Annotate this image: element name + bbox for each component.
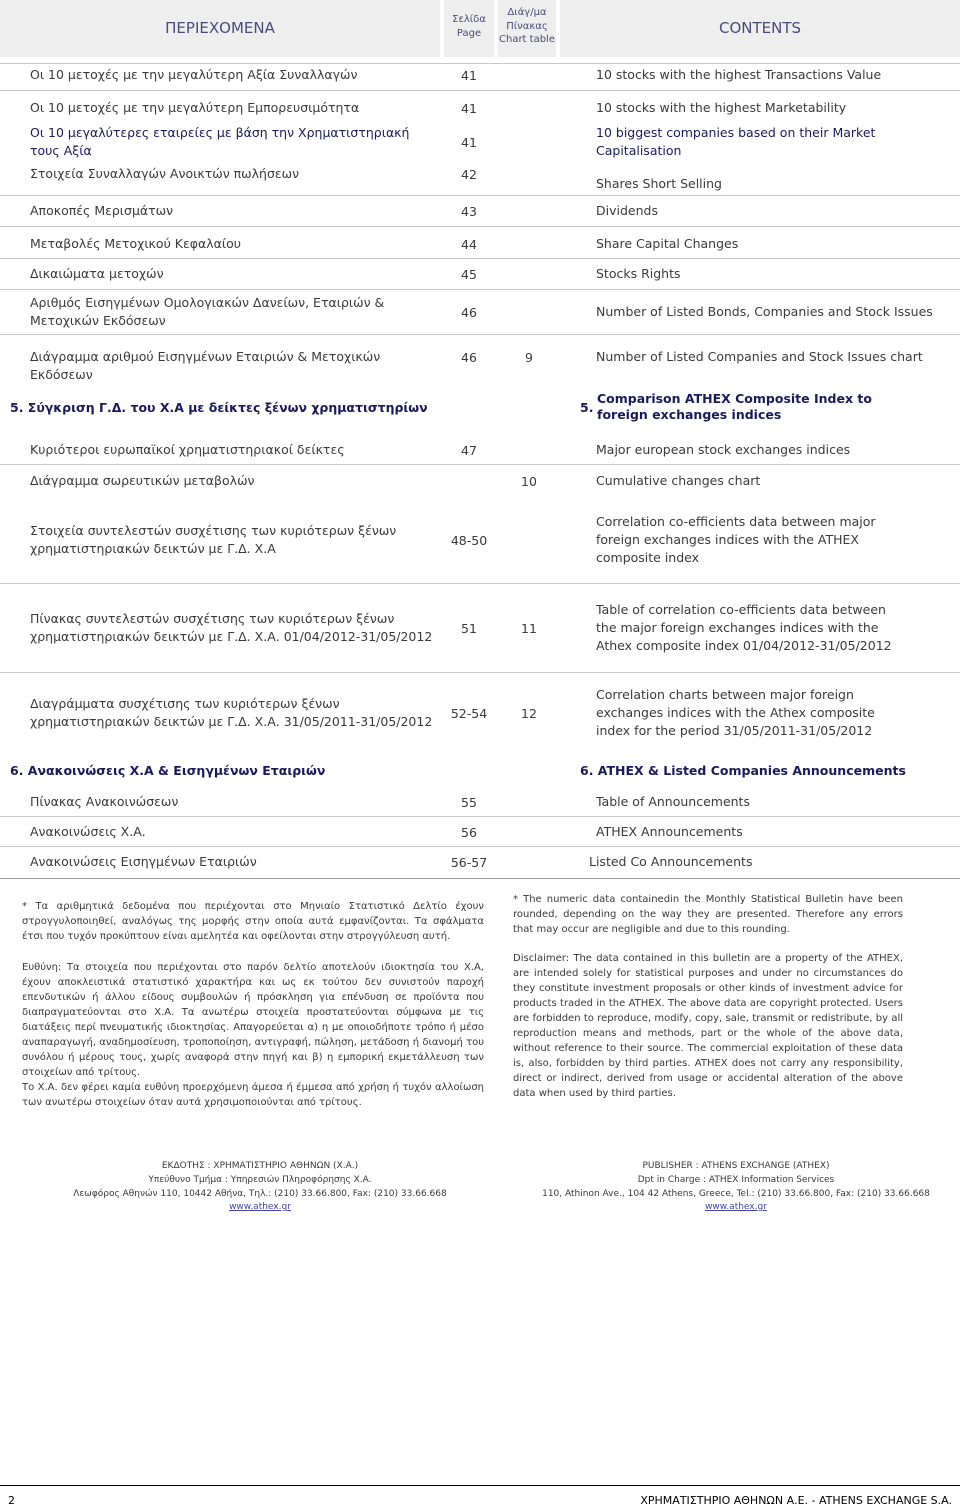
row-gr: Πίνακας Ανακοινώσεων bbox=[30, 794, 179, 809]
row-en: Share Capital Changes bbox=[596, 236, 739, 251]
page-column-header-en: Page bbox=[456, 28, 482, 39]
row-gr: Διαγράμματα συσχέτισης των κυριότερων ξένων χρηματιστηριακών δεικτών με Γ.Δ. Χ.Α. 31/05/2011-31/05/2012 bbox=[30, 696, 433, 729]
english-rounding-note: * The numeric data containedin the Monthly Statistical Bulletin have been rounded, depending on the way they are presented. Therefore any errors that may occur are negligible and due to this rounding. bbox=[513, 894, 903, 935]
row-page: 47 bbox=[461, 443, 477, 458]
row-en: 10 stocks with the highest Transactions Value bbox=[596, 67, 882, 82]
row-page: 46 bbox=[461, 305, 477, 320]
row-gr: Στοιχεία συντελεστών συσχέτισης των κυριότερων ξένων χρηματιστηριακών δεικτών με Γ.Δ. Χ.Α bbox=[30, 523, 397, 556]
row-gr: Αποκοπές Μερισμάτων bbox=[30, 203, 174, 218]
row-en: Table of Announcements bbox=[596, 794, 750, 809]
page-column-header-gr: Σελίδα bbox=[452, 14, 486, 25]
row-en: 10 biggest companies based on their Market Capitalisation bbox=[596, 125, 876, 158]
row-page: 41 bbox=[461, 135, 477, 150]
website-link-gr[interactable]: www.athex.gr bbox=[229, 1202, 291, 1212]
department-gr: Υπεύθυνο Τμήμα : Υπηρεσιών Πληροφόρησης Χ.Α. bbox=[148, 1175, 372, 1185]
english-disclaimer: Disclaimer: The data contained in this bulletin are a property of the ATHEX, are intended solely for statistical purposes and under no circumstances do they constitute investment proposals or other kinds of investment advice for products traded in the ATHEX. The above data are copyright protected. Users are forbidden to reproduce, modify, copy, sale, transmit or redistribute, by all reproduction means and methods, part or the whole of the above data, without reference to their source. The commercial exploitation of these data is, also, forbidden by third parties. ATHEX does not carry any responsibility, direct or indirect, derived from usage or accidental alteration of the above data when used by third parties. bbox=[513, 953, 903, 1099]
row-gr: Διάγραμμα σωρευτικών μεταβολών bbox=[30, 473, 255, 488]
row-en: Table of correlation co-efficients data between the major foreign exchanges indices with the Athex composite index 01/04/2012-31/05/2012 bbox=[596, 602, 892, 653]
row-page: 41 bbox=[461, 101, 477, 116]
row-gr: Ανακοινώσεις Χ.Α. bbox=[30, 824, 146, 839]
chart-column-header-en: Chart table bbox=[499, 34, 555, 45]
row-separator bbox=[0, 816, 960, 817]
bottom-rule bbox=[0, 1485, 960, 1486]
section-6-heading-gr: 6. Ανακοινώσεις Χ.Α & Εισηγμένων Εταιριών bbox=[10, 763, 326, 778]
row-page: 48-50 bbox=[450, 533, 488, 548]
row-gr: Μεταβολές Μετοχικού Κεφαλαίου bbox=[30, 236, 241, 251]
row-gr: Κυριότεροι ευρωπαϊκοί χρηματιστηριακοί δείκτες bbox=[30, 442, 345, 457]
row-en: Stocks Rights bbox=[596, 266, 681, 281]
row-page: 56-57 bbox=[450, 855, 488, 870]
section-5-heading-gr: 5. Σύγκριση Γ.Δ. του Χ.Α με δείκτες ξένων χρηματιστηρίων bbox=[10, 400, 428, 415]
row-separator bbox=[0, 90, 960, 91]
row-page: 51 bbox=[461, 621, 477, 636]
english-contents-title: CONTENTS bbox=[718, 19, 802, 37]
row-separator bbox=[0, 289, 960, 290]
row-gr: Δικαιώματα μετοχών bbox=[30, 266, 164, 281]
row-en: Correlation co-efficients data between major foreign exchanges indices with the ATHEX composite index bbox=[596, 514, 876, 565]
row-chart: 10 bbox=[521, 474, 537, 489]
website-link-en[interactable]: www.athex.gr bbox=[705, 1202, 767, 1212]
row-chart: 11 bbox=[521, 621, 537, 636]
page-number: 2 bbox=[8, 1494, 15, 1507]
row-en: ATHEX Announcements bbox=[596, 824, 743, 839]
header-separator bbox=[0, 63, 960, 64]
row-en: Shares Short Selling bbox=[596, 176, 722, 191]
company-name: ΧΡΗΜΑΤΙΣΤΗΡΙΟ ΑΘΗΝΩΝ Α.Ε. - ATHENS EXCHANGE S.A. bbox=[640, 1494, 952, 1507]
notes-separator bbox=[0, 878, 960, 879]
section-5-number-en: 5. bbox=[580, 400, 594, 415]
section-6-heading-en: 6. ATHEX & Listed Companies Announcements bbox=[580, 763, 906, 778]
chart-column-header-gr2: Πίνακας bbox=[506, 21, 548, 32]
row-gr: Διάγραμμα αριθμού Εισηγμένων Εταιριών & Μετοχικών Εκδόσεων bbox=[30, 349, 381, 382]
row-page: 56 bbox=[461, 825, 477, 840]
website-gr-container bbox=[60, 1201, 460, 1214]
row-en: Listed Co Announcements bbox=[589, 854, 753, 869]
row-en: Number of Listed Companies and Stock Issues chart bbox=[596, 349, 923, 364]
row-gr: Ανακοινώσεις Εισηγμένων Εταιριών bbox=[30, 854, 257, 869]
row-separator bbox=[0, 846, 960, 847]
section-5-heading-en: Comparison ATHEX Composite Index to foreign exchanges indices bbox=[597, 391, 872, 422]
row-separator bbox=[0, 195, 960, 196]
publisher-en: PUBLISHER : ATHENS EXCHANGE (ATHEX) bbox=[642, 1161, 830, 1171]
row-gr: Πίνακας συντελεστών συσχέτισης των κυριότερων ξένων χρηματιστηριακών δεικτών με Γ.Δ. Χ.Α. 01/04/2012-31/05/2012 bbox=[30, 611, 433, 644]
publisher-gr: ΕΚΔΟΤΗΣ : ΧΡΗΜΑΤΙΣΤΗΡΙΟ ΑΘΗΝΩΝ (Χ.Α.) bbox=[161, 1161, 359, 1171]
greek-disclaimer: Ευθύνη: Τα στοιχεία που περιέχονται στο παρόν δελτίο αποτελούν ιδιοκτησία του Χ.Α, έχουν αποκλειστικά στατιστικό χαρακτήρα και ως εκ τούτου δεν συνιστούν παροχή επενδυτικών ή άλλου είδους συμβουλών ή πρόσκληση για επένδυση σε προϊόντα που διαπραγματεύονται στο Χ.Α. Τα ανωτέρω στοιχεία προστατεύονται σύμφωνα με τις διατάξεις περί πνευματικής ιδιοκτησίας. Απαγορεύεται α) η με οποιοδήποτε τρόπο ή μέσο αναπαραγωγή, αναδημοσίευση, τροποποίηση, αντιγραφή, πώληση, μετάδοση ή διανομή του συνόλου ή μέρους τους, χωρίς αναφορά στην πηγή και β) η εμπορική εκμετάλλευση των στοιχείων από τρίτους. Το Χ.Α. δεν φέρει καμία ευθύνη προερχόμενη άμεσα ή έμμεσα από χρήση ή τυχόν αλλοίωση των ανωτέρω στοιχείων όταν αυτά χρησιμοποιούνται από τρίτους. bbox=[22, 962, 484, 1108]
address-gr: Λεωφόρος Αθηνών 110, 10442 Αθήνα, Τηλ.: (210) 33.66.800, Fax: (210) 33.66.668 bbox=[73, 1189, 447, 1199]
greek-rounding-note: * Τα αριθμητικά δεδομένα που περιέχονται στο Μηνιαίο Στατιστικό Δελτίο έχουν στρογγυλοποιηθεί, αναλόγως της μορφής στην οποία αυτά εμφανίζονται. Τα σφάλματα έτσι που τυχόν προκύπτουν είναι αμελητέα και οφείλονται στην στρογγύλευση αυτή. bbox=[22, 901, 484, 942]
row-page: 46 bbox=[461, 350, 477, 365]
row-page: 41 bbox=[461, 68, 477, 83]
row-separator bbox=[0, 672, 960, 673]
row-page: 44 bbox=[461, 237, 477, 252]
row-gr: Οι 10 μετοχές με την μεγαλύτερη Αξία Συναλλαγών bbox=[30, 67, 358, 82]
row-chart: 12 bbox=[521, 706, 537, 721]
row-page: 45 bbox=[461, 267, 477, 282]
address-en: 110, Athinon Ave., 104 42 Athens, Greece, Tel.: (210) 33.66.800, Fax: (210) 33.66.668 bbox=[542, 1189, 930, 1199]
row-separator bbox=[0, 258, 960, 259]
row-separator bbox=[0, 334, 960, 335]
row-page: 55 bbox=[461, 795, 477, 810]
website-en-container bbox=[536, 1201, 936, 1214]
row-en: Dividends bbox=[596, 203, 658, 218]
row-en: Cumulative changes chart bbox=[596, 473, 761, 488]
row-en: Major european stock exchanges indices bbox=[596, 442, 851, 457]
row-gr: Αριθμός Εισηγμένων Ομολογιακών Δανείων, Εταιριών & Μετοχικών Εκδόσεων bbox=[30, 295, 385, 328]
greek-contents-title: ΠΕΡΙΕΧΟΜΕΝΑ bbox=[165, 19, 275, 37]
row-separator bbox=[0, 583, 960, 584]
row-page: 52-54 bbox=[450, 706, 488, 721]
row-en: Correlation charts between major foreign exchanges indices with the Athex composite index for the period 31/05/2011-31/05/2012 bbox=[596, 687, 875, 738]
chart-column-header-gr1: Διάγ/μα bbox=[507, 7, 547, 18]
row-en: 10 stocks with the highest Marketability bbox=[596, 100, 847, 115]
row-gr: Οι 10 μεγαλύτερες εταιρείες με βάση την Χρηματιστηριακή τους Αξία bbox=[30, 125, 410, 158]
row-page: 42 bbox=[461, 167, 477, 182]
row-separator bbox=[0, 226, 960, 227]
row-chart: 9 bbox=[525, 350, 533, 365]
row-en: Number of Listed Bonds, Companies and Stock Issues bbox=[596, 304, 933, 319]
department-en: Dpt in Charge : ATHEX Information Services bbox=[637, 1175, 835, 1185]
row-page: 43 bbox=[461, 204, 477, 219]
row-gr: Στοιχεία Συναλλαγών Ανοικτών πωλήσεων bbox=[30, 166, 300, 181]
row-separator bbox=[0, 464, 960, 465]
row-gr: Οι 10 μετοχές με την μεγαλύτερη Εμπορευσιμότητα bbox=[30, 100, 360, 115]
